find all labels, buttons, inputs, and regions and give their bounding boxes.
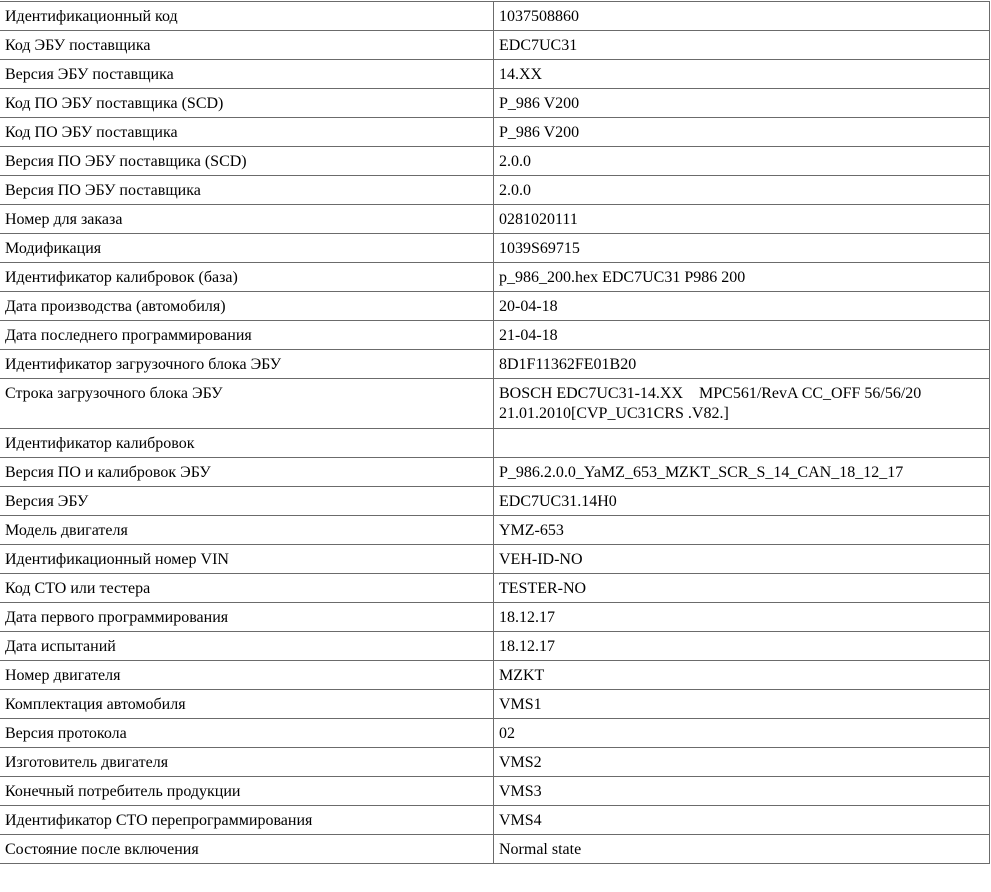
row-value-line: 21.01.2010[CVP_UC31CRS .V82.] bbox=[499, 405, 729, 422]
row-value: 14.XX bbox=[494, 60, 990, 89]
table-row bbox=[0, 661, 990, 690]
table-row bbox=[0, 205, 990, 234]
row-value: 1039S69715 bbox=[494, 234, 990, 263]
row-value: VMS2 bbox=[494, 748, 990, 777]
table-row bbox=[0, 292, 990, 321]
row-label: Версия ПО и калибровок ЭБУ bbox=[0, 458, 494, 487]
row-label: Номер двигателя bbox=[0, 661, 494, 690]
row-value: VMS1 bbox=[494, 690, 990, 719]
row-label: Дата производства (автомобиля) bbox=[0, 292, 494, 321]
table-row bbox=[0, 2, 990, 31]
table-row bbox=[0, 429, 990, 458]
row-label: Конечный потребитель продукции bbox=[0, 777, 494, 806]
table-row bbox=[0, 263, 990, 292]
row-label: Версия протокола bbox=[0, 719, 494, 748]
row-label: Версия ПО ЭБУ поставщика (SCD) bbox=[0, 147, 494, 176]
row-value bbox=[494, 379, 990, 429]
row-label: Состояние после включения bbox=[0, 835, 494, 864]
row-label: Код ПО ЭБУ поставщика bbox=[0, 118, 494, 147]
table-row bbox=[0, 487, 990, 516]
row-label: Комплектация автомобиля bbox=[0, 690, 494, 719]
row-value-line: BOSCH EDC7UC31-14.XX MPC561/RevA CC_OFF 56/56/20 bbox=[499, 385, 922, 402]
table-row bbox=[0, 176, 990, 205]
row-label: Версия ЭБУ bbox=[0, 487, 494, 516]
table-row bbox=[0, 379, 990, 429]
table-row bbox=[0, 458, 990, 487]
row-label: Идентификатор СТО перепрограммирования bbox=[0, 806, 494, 835]
table-row bbox=[0, 603, 990, 632]
row-label: Идентификатор загрузочного блока ЭБУ bbox=[0, 350, 494, 379]
table-row bbox=[0, 31, 990, 60]
table-row bbox=[0, 118, 990, 147]
table-row bbox=[0, 806, 990, 835]
table-row bbox=[0, 545, 990, 574]
row-value: Normal state bbox=[494, 835, 990, 864]
row-label: Модель двигателя bbox=[0, 516, 494, 545]
row-value: 21-04-18 bbox=[494, 321, 990, 350]
row-value: VMS3 bbox=[494, 777, 990, 806]
table-row bbox=[0, 690, 990, 719]
table-row bbox=[0, 632, 990, 661]
row-value bbox=[494, 429, 990, 458]
row-value: 2.0.0 bbox=[494, 176, 990, 205]
table-row bbox=[0, 350, 990, 379]
row-value: 18.12.17 bbox=[494, 603, 990, 632]
row-value: TESTER-NO bbox=[494, 574, 990, 603]
row-value: 2.0.0 bbox=[494, 147, 990, 176]
ecu-info-table bbox=[0, 1, 990, 864]
table-row bbox=[0, 516, 990, 545]
table-row bbox=[0, 234, 990, 263]
row-label: Дата последнего программирования bbox=[0, 321, 494, 350]
row-label: Идентификационный код bbox=[0, 2, 494, 31]
table-row bbox=[0, 719, 990, 748]
row-label: Дата первого программирования bbox=[0, 603, 494, 632]
table-row bbox=[0, 574, 990, 603]
row-label: Номер для заказа bbox=[0, 205, 494, 234]
row-label: Дата испытаний bbox=[0, 632, 494, 661]
row-value: VEH-ID-NO bbox=[494, 545, 990, 574]
row-value: 1037508860 bbox=[494, 2, 990, 31]
row-value: 8D1F11362FE01B20 bbox=[494, 350, 990, 379]
row-value: 0281020111 bbox=[494, 205, 990, 234]
table-row bbox=[0, 321, 990, 350]
row-value: p_986_200.hex EDC7UC31 P986 200 bbox=[494, 263, 990, 292]
row-value: P_986 V200 bbox=[494, 118, 990, 147]
row-label: Модификация bbox=[0, 234, 494, 263]
row-label: Код ЭБУ поставщика bbox=[0, 31, 494, 60]
row-label: Изготовитель двигателя bbox=[0, 748, 494, 777]
row-value: 18.12.17 bbox=[494, 632, 990, 661]
row-label: Идентификационный номер VIN bbox=[0, 545, 494, 574]
row-label: Идентификатор калибровок bbox=[0, 429, 494, 458]
table-row bbox=[0, 147, 990, 176]
row-value: VMS4 bbox=[494, 806, 990, 835]
table-row bbox=[0, 748, 990, 777]
row-label: Строка загрузочного блока ЭБУ bbox=[0, 379, 494, 429]
row-label: Код ПО ЭБУ поставщика (SCD) bbox=[0, 89, 494, 118]
row-value: 20-04-18 bbox=[494, 292, 990, 321]
table-row bbox=[0, 60, 990, 89]
row-value: 02 bbox=[494, 719, 990, 748]
row-label: Версия ПО ЭБУ поставщика bbox=[0, 176, 494, 205]
row-value: EDC7UC31 bbox=[494, 31, 990, 60]
row-value: MZKT bbox=[494, 661, 990, 690]
row-value: YMZ-653 bbox=[494, 516, 990, 545]
table-row bbox=[0, 777, 990, 806]
row-value: P_986.2.0.0_YaMZ_653_MZKT_SCR_S_14_CAN_18_12_17 bbox=[494, 458, 990, 487]
table-row bbox=[0, 89, 990, 118]
row-label: Идентификатор калибровок (база) bbox=[0, 263, 494, 292]
row-label: Код СТО или тестера bbox=[0, 574, 494, 603]
row-label: Версия ЭБУ поставщика bbox=[0, 60, 494, 89]
row-value: P_986 V200 bbox=[494, 89, 990, 118]
row-value: EDC7UC31.14H0 bbox=[494, 487, 990, 516]
table-row bbox=[0, 835, 990, 864]
